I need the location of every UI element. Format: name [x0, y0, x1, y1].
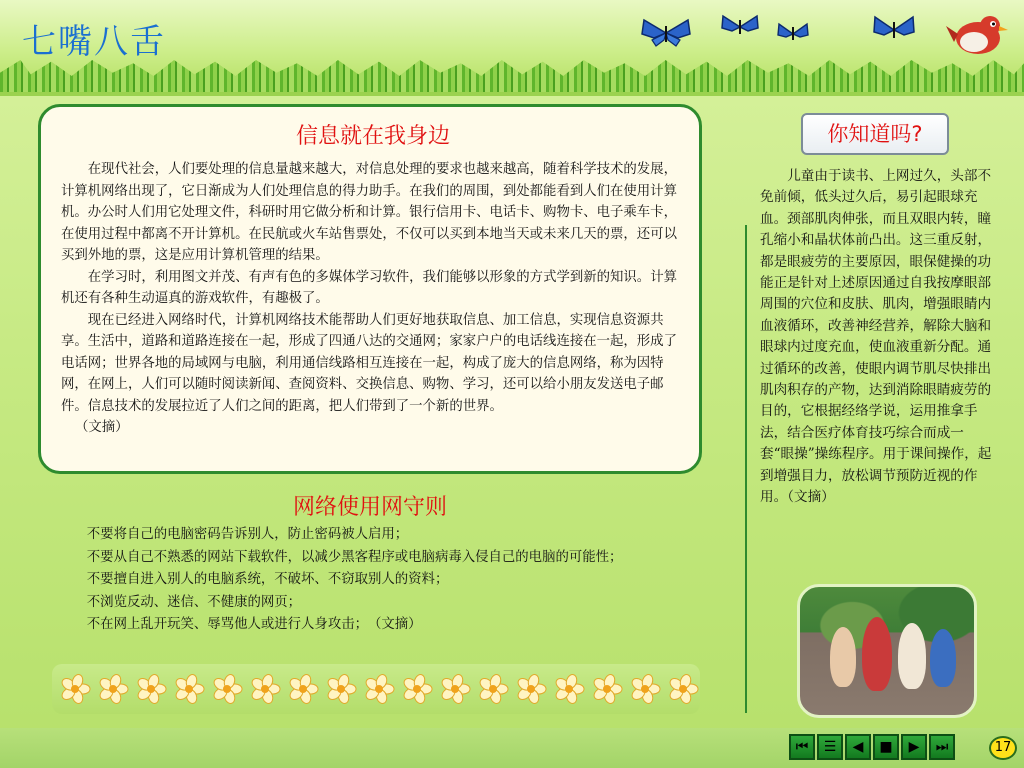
previous-button[interactable] [845, 734, 871, 760]
sidebar-text: 儿童由于读书、上网过久，头部不免前倾，低头过久后，易引起眼球充血。颈部肌肉伸张，而且双眼内转，瞳孔缩小和晶状体前凸出。这三重反射，都是眼疲劳的主要原因，眼保健操的功能正是针对上述原因通过自我按摩眼部周围的穴位和皮肤、肌肉，增强眼睛内血液循环，改善神经营养，解除大脑和眼球内过度充血，使血液重新分配。通过循环的改善，使眼内调节肌尽快排出肌肉积存的产物，达到消除眼睛疲劳的目的，它根据经络学说，运用推拿手法，结合医疗体育技巧综合而成一套“眼操”操练程序。用于课间操作，起到增强目力，放松调节预防近视的作用。（文摘） [760, 168, 992, 506]
rules-title: 网络使用网守则 [292, 495, 447, 520]
page-title: 七嘴八舌 [22, 22, 166, 62]
child-figure [930, 629, 956, 687]
flower-icon [514, 672, 548, 706]
last-page-button[interactable] [929, 734, 955, 760]
last-icon: ⏭ [935, 739, 949, 755]
slide-navigation [789, 734, 955, 760]
rule-item: 不在网上乱开玩笑、辱骂他人或进行人身攻击； （文摘） [86, 617, 422, 632]
article-paragraph: 现在已经进入网络时代，计算机网络技术能帮助人们更好地获取信息、加工信息，实现信息资源共享。生活中，道路和道路连接在一起，形成了四通八达的交通网；家家户户的电话线连接在一起，形成了电话网；世界各地的局域网与电脑，利用通信线路相互连接在一起，构成了庞大的信息网络，称为因特网，在网上，人们可以随时阅读新闻、查阅资料、交换信息、购物、学习，还可以给小朋友发送电子邮件。信息技术的发展拉近了人们之间的距离，把人们带到了一个新的世界。 [61, 312, 677, 414]
rule-item: 不浏览反动、迷信、不健康的网页； [86, 594, 302, 610]
rule-item: 不要擅自进入别人的电脑系统，不破坏、不窃取别人的资料； [86, 572, 449, 587]
page-number-badge: 17 [989, 736, 1017, 760]
butterfly-icon [776, 22, 810, 46]
article-paragraph: 在学习时，利用图文并茂、有声有色的多媒体学习软件，我们能够以形象的方式学到新的知识。计算机还有各种生动逼真的游戏软件，有趣极了。 [61, 269, 677, 306]
article-body [61, 159, 681, 439]
child-figure [830, 627, 856, 687]
grass-decoration [0, 60, 1024, 92]
flower-icon [134, 672, 168, 706]
menu-icon: ☰ [823, 739, 837, 755]
next-icon: ▶ [908, 739, 920, 755]
menu-button[interactable] [817, 734, 843, 760]
flower-icon [400, 672, 434, 706]
header-divider [0, 92, 1024, 96]
butterfly-icon [720, 14, 760, 40]
flower-icon [324, 672, 358, 706]
butterfly-icon [872, 14, 916, 46]
next-button[interactable] [901, 734, 927, 760]
child-figure [898, 623, 926, 689]
flower-icon [666, 672, 700, 706]
flower-icon [96, 672, 130, 706]
rule-item: 不要从自己不熟悉的网站下载软件，以减少黑客程序或电脑病毒入侵自己的电脑的可能性； [86, 549, 623, 565]
article-paragraph: 在现代社会，人们要处理的信息量越来越大，对信息处理的要求也越来越高，随着科学技术的发展，计算机网络出现了，它日渐成为人们处理信息的得力助手。在我们的周围，到处都能看到人们在使用计算机。办公时人们用它处理文件，科研时用它做分析和计算。银行信用卡、电话卡、购物卡、电子乘车卡，在使用过程中都离不开计算机。在民航或火车站售票处，不仅可以买到本地当天或未来几天的票，还可以买到外地的票，这是应用计算机管理的结果。 [61, 162, 677, 263]
rules-list [60, 524, 690, 637]
article-panel [38, 104, 702, 474]
bird-icon [944, 8, 1010, 62]
flower-icon [552, 672, 586, 706]
flower-icon [590, 672, 624, 706]
rule-item: 不要将自己的电脑密码告诉别人，防止密码被人启用； [86, 527, 409, 542]
flower-icon [476, 672, 510, 706]
stop-button[interactable] [873, 734, 899, 760]
flower-icon [58, 672, 92, 706]
butterfly-icon [640, 18, 692, 48]
flower-border [52, 664, 700, 714]
first-icon: ⏮ [795, 739, 809, 755]
flower-icon [286, 672, 320, 706]
header-banner [0, 0, 1024, 92]
flower-icon [438, 672, 472, 706]
flower-icon [248, 672, 282, 706]
children-photo [797, 584, 977, 718]
flower-icon [628, 672, 662, 706]
child-figure [862, 617, 892, 691]
article-source: （文摘） [75, 420, 129, 435]
column-divider [745, 225, 747, 713]
flower-icon [210, 672, 244, 706]
previous-icon: ◀ [852, 739, 864, 755]
stop-icon: ■ [879, 739, 893, 755]
flower-icon [172, 672, 206, 706]
did-you-know-box: 你知道吗? [801, 113, 949, 155]
flower-icon [362, 672, 396, 706]
first-page-button[interactable] [789, 734, 815, 760]
article-title: 信息就在我身边 [295, 124, 450, 149]
